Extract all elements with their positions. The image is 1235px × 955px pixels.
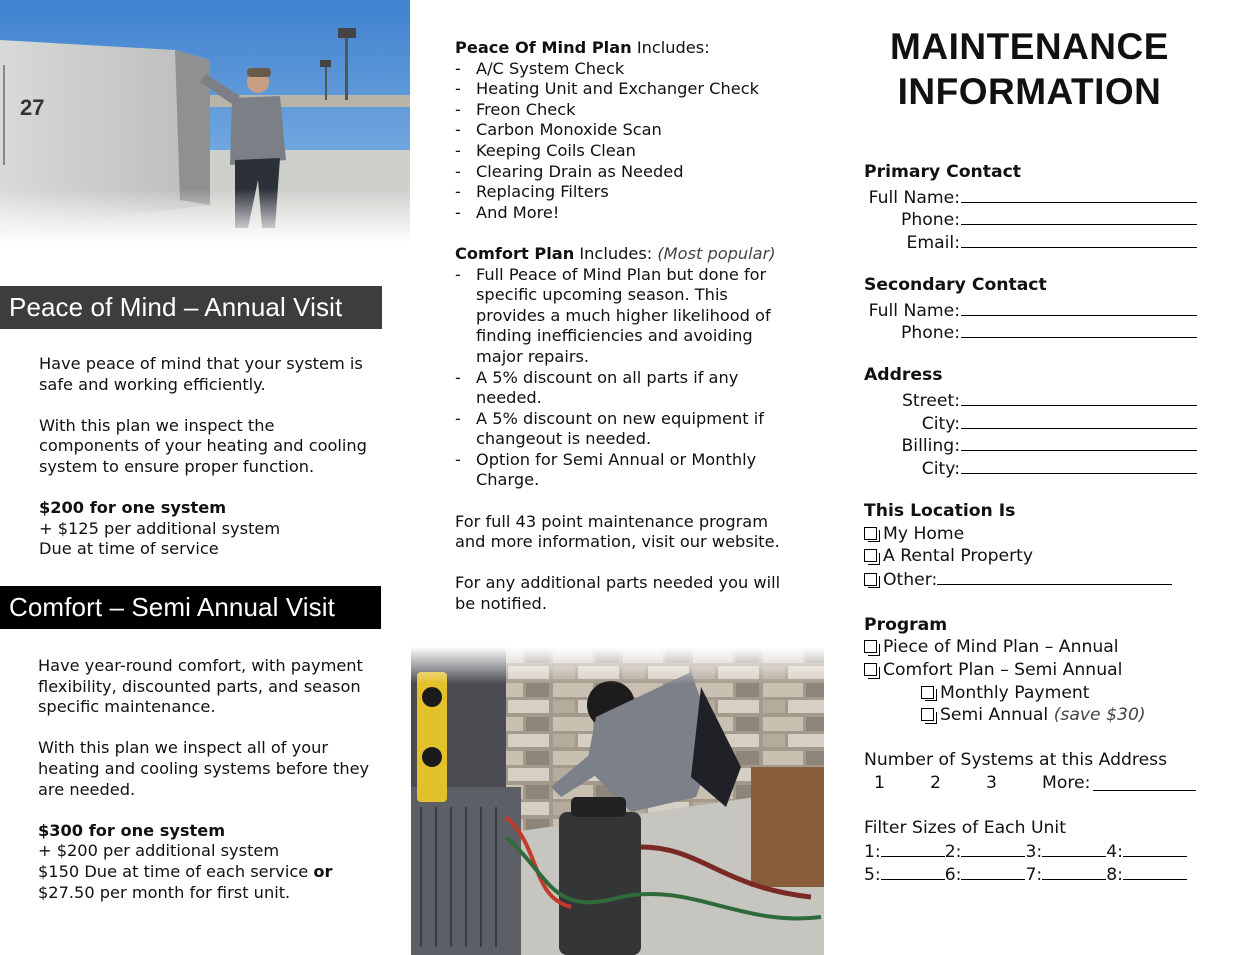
- comfort-due: [38, 862, 383, 903]
- secondary-phone-field[interactable]: [961, 319, 1197, 338]
- location-heading: This Location Is: [864, 500, 1016, 521]
- list-item: - Replacing Filters: [455, 182, 785, 203]
- checkbox-icon[interactable]: [864, 549, 877, 562]
- secondary-full-name-label: Full Name:: [868, 300, 960, 321]
- primary-email-field[interactable]: [961, 229, 1197, 248]
- peace-of-mind-banner: Peace of Mind – Annual Visit: [0, 286, 382, 329]
- list-item: - Heating Unit and Exchanger Check: [455, 79, 785, 100]
- program-option-label: Piece of Mind Plan – Annual: [883, 637, 1119, 658]
- systems-option-1[interactable]: 1: [874, 773, 885, 794]
- address-heading: Address: [864, 365, 943, 386]
- pm-includes: Includes:: [631, 38, 710, 57]
- filter-row-2: [864, 863, 1199, 887]
- payment-option-label: Semi Annual: [940, 705, 1054, 726]
- primary-phone-field[interactable]: [961, 206, 1197, 225]
- payment-option-label: Monthly Payment: [940, 682, 1090, 703]
- website-note: For full 43 point maintenance program and more information, visit our website.: [455, 511, 780, 552]
- comfort-inspection: With this plan we inspect all of your heating and cooling systems before they are needed.: [38, 738, 370, 799]
- list-item: - Full Peace of Mind Plan but done for specific upcoming season. This provides a much higher likelihood of finding inefficiencies and avoiding major repairs.: [455, 265, 773, 368]
- filter-field-3[interactable]: [1042, 840, 1106, 857]
- filter-field-8[interactable]: [1123, 863, 1187, 880]
- primary-full-name-field[interactable]: [961, 184, 1197, 203]
- filter-field-7[interactable]: [1042, 863, 1106, 880]
- systems-count-label: Number of Systems at this Address: [864, 750, 1168, 771]
- page-title: [862, 24, 1197, 114]
- comfort-due-text: $150 Due at time of each service: [38, 861, 314, 881]
- filter-field-4[interactable]: [1123, 840, 1187, 857]
- billing-city-field[interactable]: [961, 455, 1197, 474]
- page-title-line2: INFORMATION: [897, 71, 1162, 112]
- checkbox-icon[interactable]: [921, 686, 934, 699]
- technician-rooftop-photo: [0, 0, 410, 242]
- cf-plan-title: Comfort Plan: [455, 243, 575, 263]
- filter-slot-label: 8:: [1106, 865, 1123, 886]
- cf-includes: Includes:: [574, 243, 658, 263]
- comfort-price: $300 for one system: [38, 820, 226, 840]
- filter-slot-label: 4:: [1106, 841, 1123, 862]
- other-location-field[interactable]: [937, 568, 1172, 585]
- comfort-plan-list: [455, 265, 773, 492]
- checkbox-icon[interactable]: [864, 527, 877, 540]
- filter-slot-label: 6:: [944, 865, 962, 886]
- filter-slot-label: 3:: [1025, 841, 1043, 862]
- location-option-other[interactable]: [864, 568, 1199, 592]
- filter-field-6[interactable]: [961, 863, 1025, 880]
- pm-plan-title: Peace Of Mind Plan: [455, 38, 632, 57]
- checkbox-icon[interactable]: [864, 640, 877, 653]
- primary-email-label: Email:: [906, 232, 960, 253]
- checkbox-icon[interactable]: [864, 573, 877, 586]
- location-option-label: Other:: [883, 569, 938, 590]
- comfort-banner: Comfort – Semi Annual Visit: [0, 586, 381, 629]
- comfort-intro: Have year-round comfort, with payment flexibility, discounted parts, and season specific maintenance.: [38, 656, 363, 717]
- peace-of-mind-due: Due at time of service: [39, 539, 219, 559]
- street-field[interactable]: [961, 387, 1197, 406]
- filter-slot-label: 5:: [864, 865, 881, 886]
- list-item: - A/C System Check: [455, 59, 785, 80]
- list-item: - Option for Semi Annual or Monthly Charge.: [455, 450, 773, 491]
- list-item: - Keeping Coils Clean: [455, 141, 785, 162]
- filter-slot-label: 7:: [1025, 865, 1043, 886]
- most-popular-tag: (Most popular): [657, 243, 776, 263]
- filter-sizes-label: Filter Sizes of Each Unit: [864, 818, 1066, 839]
- peace-of-mind-intro: Have peace of mind that your system is safe and working efficiently.: [39, 354, 363, 394]
- page-title-line1: MAINTENANCE: [890, 26, 1169, 67]
- peace-of-mind-additional: + $125 per additional system: [39, 518, 281, 538]
- comfort-plan-heading: [455, 244, 785, 265]
- peace-of-mind-description: [39, 354, 379, 560]
- payment-option-semi-annual[interactable]: [864, 704, 1199, 727]
- parts-note: For any additional parts needed you will be notified.: [455, 573, 781, 614]
- filter-field-1[interactable]: [881, 840, 945, 857]
- city-field[interactable]: [961, 410, 1197, 429]
- checkbox-icon[interactable]: [864, 663, 877, 676]
- location-option-home[interactable]: [864, 523, 1199, 546]
- primary-contact-heading: Primary Contact: [864, 162, 1022, 182]
- program-option-label: Comfort Plan – Semi Annual: [883, 660, 1123, 681]
- filter-row-1: [864, 840, 1199, 864]
- peace-of-mind-plan-heading: [455, 38, 785, 59]
- filter-field-2[interactable]: [961, 840, 1025, 857]
- systems-count-options: [864, 772, 1199, 795]
- primary-phone-label: Phone:: [900, 210, 960, 231]
- secondary-phone-label: Phone:: [900, 323, 960, 344]
- secondary-full-name-field[interactable]: [961, 297, 1197, 316]
- list-item: - Clearing Drain as Needed: [455, 162, 785, 183]
- list-item: - A 5% discount on all parts if any needed.: [455, 368, 773, 409]
- filter-field-5[interactable]: [881, 863, 945, 880]
- plan-details: [455, 38, 785, 615]
- program-option-annual[interactable]: [864, 636, 1199, 659]
- program-option-semi-annual[interactable]: [864, 659, 1199, 682]
- filter-slot-label: 2:: [944, 841, 962, 862]
- peace-of-mind-price: $200 for one system: [39, 498, 227, 518]
- checkbox-icon[interactable]: [921, 708, 934, 721]
- location-option-label: My Home: [883, 523, 965, 544]
- comfort-monthly: $27.50 per month for first unit.: [38, 882, 291, 902]
- technician-gauges-photo: [411, 647, 824, 955]
- filter-slot-label: 1:: [864, 841, 881, 862]
- billing-city-label: City:: [921, 458, 960, 479]
- list-item: - And More!: [455, 203, 785, 224]
- street-label: Street:: [901, 390, 960, 411]
- location-option-label: A Rental Property: [883, 546, 1034, 567]
- program-heading: Program: [864, 614, 948, 635]
- comfort-due-or: or: [313, 861, 333, 881]
- systems-option-3[interactable]: 3: [986, 773, 997, 794]
- peace-of-mind-inspection: With this plan we inspect the components of your heating and cooling system to ensure proper function.: [39, 415, 367, 476]
- comfort-description: [38, 656, 383, 903]
- systems-more-field[interactable]: [1093, 774, 1196, 791]
- payment-option-monthly[interactable]: [864, 682, 1199, 705]
- list-item: - Freon Check: [455, 100, 785, 121]
- city-label: City:: [921, 413, 960, 434]
- maintenance-form: [864, 161, 1199, 887]
- systems-more-label: More:: [1042, 773, 1091, 794]
- secondary-contact-heading: Secondary Contact: [864, 274, 1047, 295]
- billing-field[interactable]: [961, 432, 1197, 451]
- save-note: (save $30): [1053, 705, 1146, 726]
- peace-of-mind-plan-list: [455, 59, 785, 224]
- location-option-rental[interactable]: [864, 545, 1199, 568]
- primary-full-name-label: Full Name:: [868, 187, 960, 208]
- systems-option-2[interactable]: 2: [930, 773, 941, 794]
- billing-label: Billing:: [901, 436, 960, 457]
- list-item: - A 5% discount on new equipment if changeout is needed.: [455, 409, 773, 450]
- comfort-additional: + $200 per additional system: [38, 841, 280, 861]
- list-item: - Carbon Monoxide Scan: [455, 120, 785, 141]
